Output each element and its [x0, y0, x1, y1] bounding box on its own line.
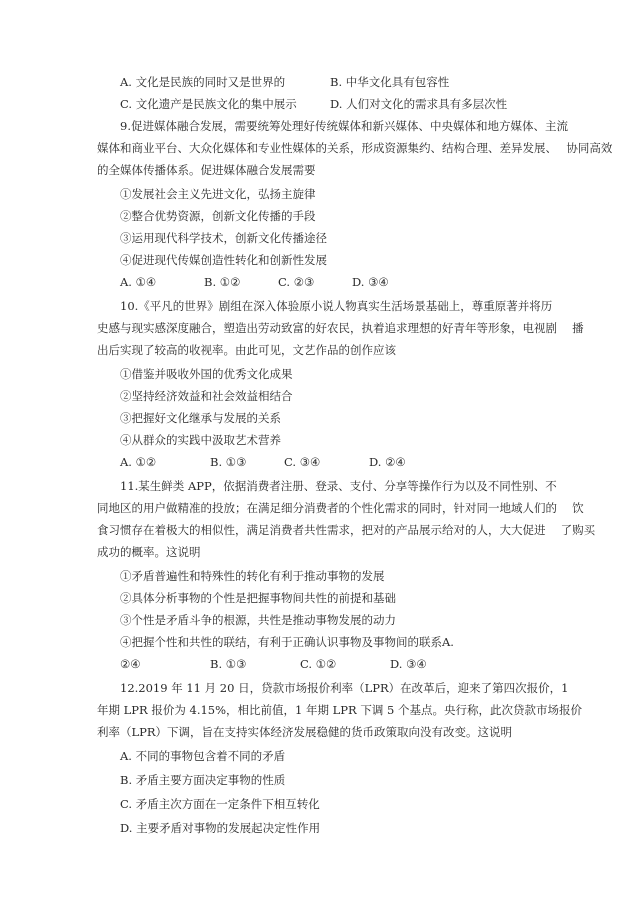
q9-option-b: B. ①②	[204, 275, 241, 289]
q10-statement-row	[0, 363, 643, 385]
q10-statement: ②坚持经济效益和社会效益相结合	[120, 389, 293, 403]
q11-option-c: C. ①②	[300, 657, 337, 671]
q8-option-d: D. 人们对文化的需求具有多层次性	[330, 97, 508, 111]
q11-stem-row	[0, 519, 643, 541]
q12-stem-row	[0, 677, 643, 699]
q11-stem-row	[0, 541, 643, 563]
q12-stem-line: 利率（LPR）下调，旨在支持实体经济发展稳健的货币政策取向没有改变。这说明	[97, 725, 513, 739]
q12-option-a: A. 不同的事物包含着不同的矛盾	[120, 749, 286, 763]
q12-option-row	[0, 793, 643, 815]
q10-options-row	[0, 451, 643, 473]
q9-statement-row	[0, 227, 643, 249]
q9-statement-row	[0, 205, 643, 227]
q9-stem-line: 9.促进媒体融合发展，需要统筹处理好传统媒体和新兴媒体、中央媒体和地方媒体、主流	[120, 119, 568, 133]
q12-option-b: B. 矛盾主要方面决定事物的性质	[120, 773, 286, 787]
q11-option-d: D. ③④	[390, 657, 427, 671]
q12-option-row	[0, 745, 643, 767]
q10-option-a: A. ①②	[120, 455, 157, 469]
q11-statement: ③个性是矛盾斗争的根源，共性是推动事物发展的动力	[120, 613, 396, 627]
q9-stem-line: 的全媒体传播体系。促进媒体融合发展需要	[97, 163, 316, 177]
q10-option-b: B. ①③	[210, 455, 247, 469]
q11-option-a: ②④	[120, 657, 141, 671]
q9-stem-row	[0, 115, 643, 137]
q12-option-c: C. 矛盾主次方面在一定条件下相互转化	[120, 797, 320, 811]
q8-option-a: A. 文化是民族的同时又是世界的	[120, 75, 286, 89]
q11-statement: ①矛盾普遍性和特殊性的转化有利于推动事物的发展	[120, 569, 385, 583]
q11-stem-row	[0, 497, 643, 519]
q10-option-d: D. ②④	[369, 455, 406, 469]
q11-stem-line: 11.某生鲜类 APP，依据消费者注册、登录、支付、分享等操作行为以及不同性别、不	[120, 479, 557, 493]
q11-stem-line: 食习惯存在着极大的相似性，满足消费者共性需求，把对的产品展示给对的人，大大促进 了购买	[97, 523, 596, 537]
q9-statement-row	[0, 249, 643, 271]
q10-statement: ③把握好文化继承与发展的关系	[120, 411, 281, 425]
q11-option-b: B. ①③	[210, 657, 247, 671]
q10-stem-line: 史感与现实感深度融合，塑造出劳动致富的好农民，执着追求理想的好青年等形象，电视剧 播	[97, 321, 584, 335]
q10-statement: ④从群众的实践中汲取艺术营养	[120, 433, 281, 447]
q9-statement: ④促进现代传媒创造性转化和创新性发展	[120, 253, 327, 267]
q9-statement: ②整合优势资源，创新文化传播的手段	[120, 209, 316, 223]
q11-statement-row	[0, 609, 643, 631]
q9-statement: ①发展社会主义先进文化，弘扬主旋律	[120, 187, 316, 201]
q10-stem-row	[0, 317, 643, 339]
q11-options-row	[0, 653, 643, 675]
exam-page	[0, 71, 643, 839]
q9-statement-row	[0, 183, 643, 205]
q9-option-a: A. ①④	[120, 275, 157, 289]
q8-options-row	[0, 71, 643, 93]
q11-statement-row	[0, 565, 643, 587]
q12-option-row	[0, 769, 643, 791]
q10-stem-row	[0, 339, 643, 361]
q11-statement: ④把握个性和共性的联结，有利于正确认识事物及事物间的联系A.	[120, 635, 454, 649]
q11-statement: ②具体分析事物的个性是把握事物间共性的前提和基础	[120, 591, 396, 605]
q10-statement: ①借鉴并吸收外国的优秀文化成果	[120, 367, 293, 381]
q10-option-c: C. ③④	[284, 455, 321, 469]
q10-stem-line: 10.《平凡的世界》剧组在深入体验原小说人物真实生活场景基础上，尊重原著并将历	[120, 299, 553, 313]
q10-statement-row	[0, 385, 643, 407]
q11-stem-row	[0, 475, 643, 497]
q11-stem-line: 成功的概率。这说明	[97, 545, 201, 559]
q9-stem-line: 媒体和商业平台、大众化媒体和专业性媒体的关系，形成资源集约、结构合理、差异发展、 协同高效	[97, 141, 613, 155]
q12-option-d: D. 主要矛盾对事物的发展起决定性作用	[120, 821, 321, 835]
q12-stem-line: 年期 LPR 报价为 4.15%，相比前值，1 年期 LPR 下调 5 个基点。央行称，此次贷款市场报价	[97, 703, 582, 717]
q9-option-d: D. ③④	[352, 275, 389, 289]
q12-option-row	[0, 817, 643, 839]
q9-statement: ③运用现代科学技术，创新文化传播途径	[120, 231, 327, 245]
q8-option-c: C. 文化遗产是民族文化的集中展示	[120, 97, 297, 111]
q9-stem-row	[0, 159, 643, 181]
q10-statement-row	[0, 407, 643, 429]
q8-option-b: B. 中华文化具有包容性	[330, 75, 450, 89]
q12-stem-line: 12.2019 年 11 月 20 日，贷款市场报价利率（LPR）在改革后，迎来了第四次报价，1	[120, 681, 569, 695]
q9-options-row	[0, 271, 643, 293]
q10-stem-row	[0, 295, 643, 317]
q11-stem-line: 同地区的用户做精准的投放；在满足细分消费者的个性化需求的同时，针对同一地域人们的 饮	[97, 501, 584, 515]
q10-statement-row	[0, 429, 643, 451]
q9-option-c: C. ②③	[278, 275, 315, 289]
q10-stem-line: 出后实现了较高的收视率。由此可见，文艺作品的创作应该	[97, 343, 396, 357]
q12-stem-row	[0, 699, 643, 721]
q11-statement-row	[0, 631, 643, 653]
q9-stem-row	[0, 137, 643, 159]
q8-options-row	[0, 93, 643, 115]
q12-stem-row	[0, 721, 643, 743]
q11-statement-row	[0, 587, 643, 609]
